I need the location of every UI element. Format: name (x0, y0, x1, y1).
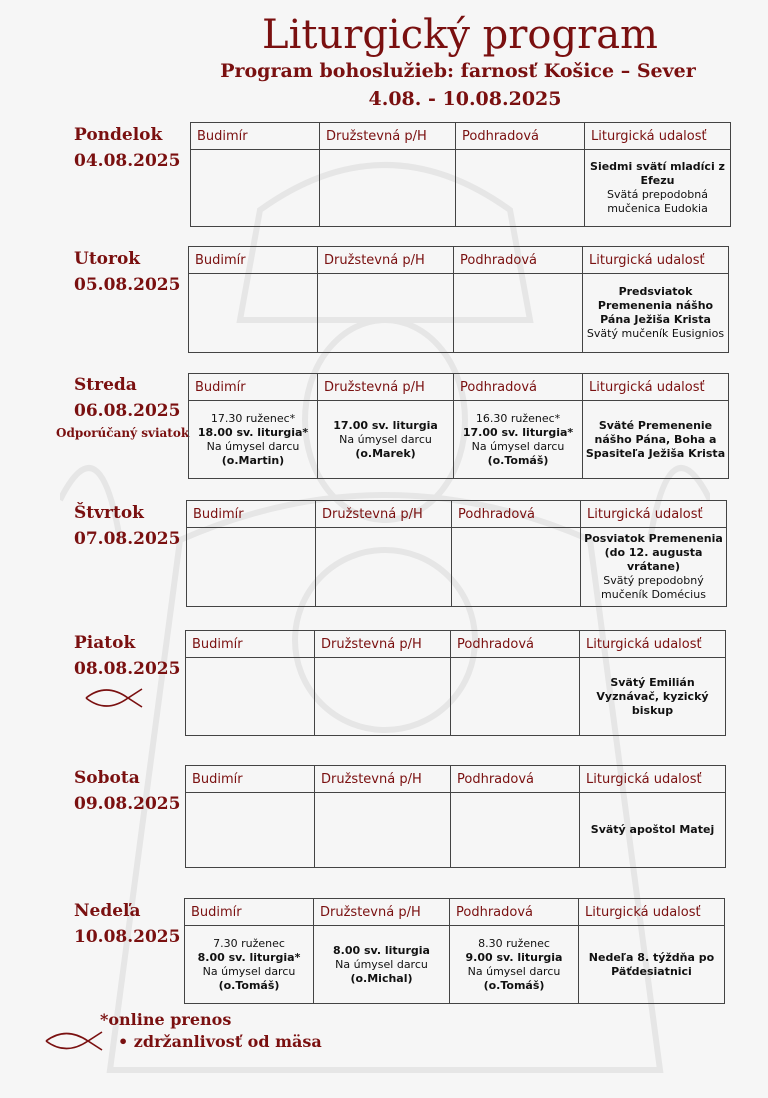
table-row (185, 926, 725, 1004)
column-header: Budimír (186, 766, 315, 793)
liturgical-event-cell (579, 926, 725, 1004)
page-subtitle: Program bohoslužieb: farnosť Košice – Sever (220, 60, 696, 82)
day-schedule-table (185, 630, 726, 736)
liturgical-event-cell (580, 793, 726, 868)
day-label (74, 630, 180, 682)
column-header: Liturgická udalosť (580, 766, 726, 793)
column-header: Budimír (186, 631, 315, 658)
day-name: Utorok (74, 249, 141, 269)
table-header-row (189, 247, 729, 274)
day-name: Streda (74, 375, 137, 395)
druzstevna-cell (314, 926, 450, 1004)
druzstevna-cell (316, 528, 452, 607)
liturgical-event-cell-line: Posviatok Premenenia (do 12. augusta vrátane) (584, 532, 723, 573)
day-label (74, 372, 180, 424)
liturgical-event-cell (583, 401, 729, 479)
recommended-feast-note: Odporúčaný sviatok (56, 426, 190, 440)
legend-fasting-text: zdržanlivosť od mäsa (133, 1032, 322, 1051)
budimir-cell (185, 926, 314, 1004)
column-header: Družstevná p/H (314, 899, 450, 926)
druzstevna-cell-line: (o.Marek) (355, 446, 416, 460)
podhradova-cell (451, 793, 580, 868)
budimir-cell (189, 274, 318, 353)
page-title: Liturgický program (262, 12, 658, 58)
day-name: Pondelok (74, 125, 163, 145)
liturgical-event-cell (580, 658, 726, 736)
druzstevna-cell (320, 150, 456, 227)
podhradova-cell (454, 401, 583, 479)
day-date: 10.08.2025 (74, 927, 181, 947)
legend-fasting: • zdržanlivosť od mäsa (118, 1032, 322, 1051)
column-header: Liturgická udalosť (585, 123, 731, 150)
budimir-cell-line: 17.30 ruženec* (210, 411, 296, 425)
table-row (186, 793, 726, 868)
liturgical-event-cell (585, 150, 731, 227)
podhradova-cell-line: Na úmysel darcu (471, 439, 565, 453)
column-header: Podhradová (451, 766, 580, 793)
column-header: Liturgická udalosť (583, 247, 729, 274)
day-label (74, 246, 180, 298)
budimir-cell (189, 401, 318, 479)
table-header-row (191, 123, 731, 150)
podhradova-cell (451, 658, 580, 736)
liturgical-event-cell-line: Sväté Premenenie nášho Pána, Boha a Spasiteľa Ježiša Krista (585, 418, 726, 460)
liturgical-event-cell-line: Nedeľa 8. týždňa po Päťdesiatnici (588, 950, 715, 978)
column-header: Družstevná p/H (316, 501, 452, 528)
day-label (74, 500, 180, 552)
liturgical-event-cell-line: Svätá prepodobná mučenica Eudokia (607, 188, 708, 215)
day-schedule-table (186, 500, 727, 607)
podhradova-cell (456, 150, 585, 227)
liturgical-event-cell (583, 274, 729, 353)
column-header: Budimír (187, 501, 316, 528)
budimir-cell-line: (o.Tomáš) (218, 978, 280, 992)
column-header: Liturgická udalosť (580, 631, 726, 658)
liturgical-event-cell-line: Svätý mučeník Eusignios (586, 327, 725, 340)
day-schedule-table (184, 898, 725, 1004)
druzstevna-cell (318, 401, 454, 479)
podhradova-cell (450, 926, 579, 1004)
budimir-cell-line: 8.00 sv. liturgia* (197, 950, 301, 964)
druzstevna-cell-line: Na úmysel darcu (339, 432, 432, 446)
table-row (191, 150, 731, 227)
liturgical-event-cell-line: Svätý apoštol Matej (590, 823, 715, 836)
budimir-cell-line: (o.Martin) (221, 453, 285, 467)
druzstevna-cell-line: Na úmysel darcu (335, 957, 428, 971)
podhradova-cell-line: 9.00 sv. liturgia (465, 950, 563, 964)
day-date: 07.08.2025 (74, 529, 181, 549)
column-header: Podhradová (454, 247, 583, 274)
day-label (74, 122, 180, 174)
budimir-cell-line: Na úmysel darcu (206, 439, 300, 453)
table-header-row (186, 631, 726, 658)
column-header: Družstevná p/H (318, 247, 454, 274)
podhradova-cell-line: (o.Tomáš) (483, 978, 545, 992)
column-header: Podhradová (456, 123, 585, 150)
column-header: Budimír (189, 247, 318, 274)
druzstevna-cell (318, 274, 454, 353)
day-label (74, 765, 180, 817)
date-range: 4.08. - 10.08.2025 (368, 88, 562, 110)
day-date: 09.08.2025 (74, 794, 181, 814)
podhradova-cell-line: 8.30 ruženec (478, 936, 550, 950)
druzstevna-cell (315, 793, 451, 868)
fish-icon (44, 1030, 104, 1052)
legend-online: *online prenos (100, 1010, 232, 1029)
day-name: Sobota (74, 768, 140, 788)
liturgical-event-cell-line: Svätý prepodobný mučeník Domécius (601, 574, 706, 601)
day-date: 06.08.2025 (74, 401, 181, 421)
column-header: Liturgická udalosť (581, 501, 727, 528)
column-header: Družstevná p/H (315, 631, 451, 658)
day-schedule-table (188, 373, 729, 479)
day-name: Štvrtok (74, 503, 144, 523)
column-header: Budimír (191, 123, 320, 150)
day-label (74, 898, 180, 950)
budimir-cell (186, 658, 315, 736)
column-header: Družstevná p/H (320, 123, 456, 150)
druzstevna-cell-line: 8.00 sv. liturgia (333, 943, 430, 957)
budimir-cell-line: 18.00 sv. liturgia* (197, 425, 309, 439)
table-header-row (185, 899, 725, 926)
day-schedule-table (190, 122, 731, 227)
budimir-cell (191, 150, 320, 227)
column-header: Podhradová (450, 899, 579, 926)
table-row (187, 528, 727, 607)
table-header-row (187, 501, 727, 528)
budimir-cell (186, 793, 315, 868)
liturgical-event-cell (581, 528, 727, 607)
liturgical-event-cell-line: Predsviatok Premenenia nášho Pána Ježiša Krista (597, 285, 714, 326)
liturgical-event-cell-line: Svätý Emilián Vyznávač, kyzický biskup (596, 675, 709, 717)
podhradova-cell (454, 274, 583, 353)
fish-icon (84, 686, 144, 710)
podhradova-cell-line: (o.Tomáš) (487, 453, 549, 467)
podhradova-cell-line: Na úmysel darcu (467, 964, 561, 978)
budimir-cell-line: Na úmysel darcu (202, 964, 296, 978)
table-row (189, 401, 729, 479)
budimir-cell-line: 7.30 ruženec (213, 936, 285, 950)
podhradova-cell-line: 17.00 sv. liturgia* (462, 425, 574, 439)
day-date: 05.08.2025 (74, 275, 181, 295)
druzstevna-cell (315, 658, 451, 736)
column-header: Družstevná p/H (318, 374, 454, 401)
column-header: Podhradová (452, 501, 581, 528)
column-header: Podhradová (454, 374, 583, 401)
day-date: 04.08.2025 (74, 151, 181, 171)
druzstevna-cell-line: (o.Michal) (350, 971, 413, 985)
column-header: Liturgická udalosť (579, 899, 725, 926)
table-row (186, 658, 726, 736)
day-schedule-table (185, 765, 726, 868)
table-header-row (189, 374, 729, 401)
day-date: 08.08.2025 (74, 659, 181, 679)
column-header: Družstevná p/H (315, 766, 451, 793)
column-header: Liturgická udalosť (583, 374, 729, 401)
column-header: Budimír (185, 899, 314, 926)
day-name: Piatok (74, 633, 136, 653)
podhradova-cell-line: 16.30 ruženec* (475, 411, 561, 425)
liturgical-event-cell-line: Siedmi svätí mladíci z Efezu (590, 160, 725, 187)
podhradova-cell (452, 528, 581, 607)
druzstevna-cell-line: 17.00 sv. liturgia (333, 418, 438, 432)
table-header-row (186, 766, 726, 793)
day-schedule-table (188, 246, 729, 353)
column-header: Budimír (189, 374, 318, 401)
day-name: Nedeľa (74, 901, 141, 921)
table-row (189, 274, 729, 353)
column-header: Podhradová (451, 631, 580, 658)
budimir-cell (187, 528, 316, 607)
